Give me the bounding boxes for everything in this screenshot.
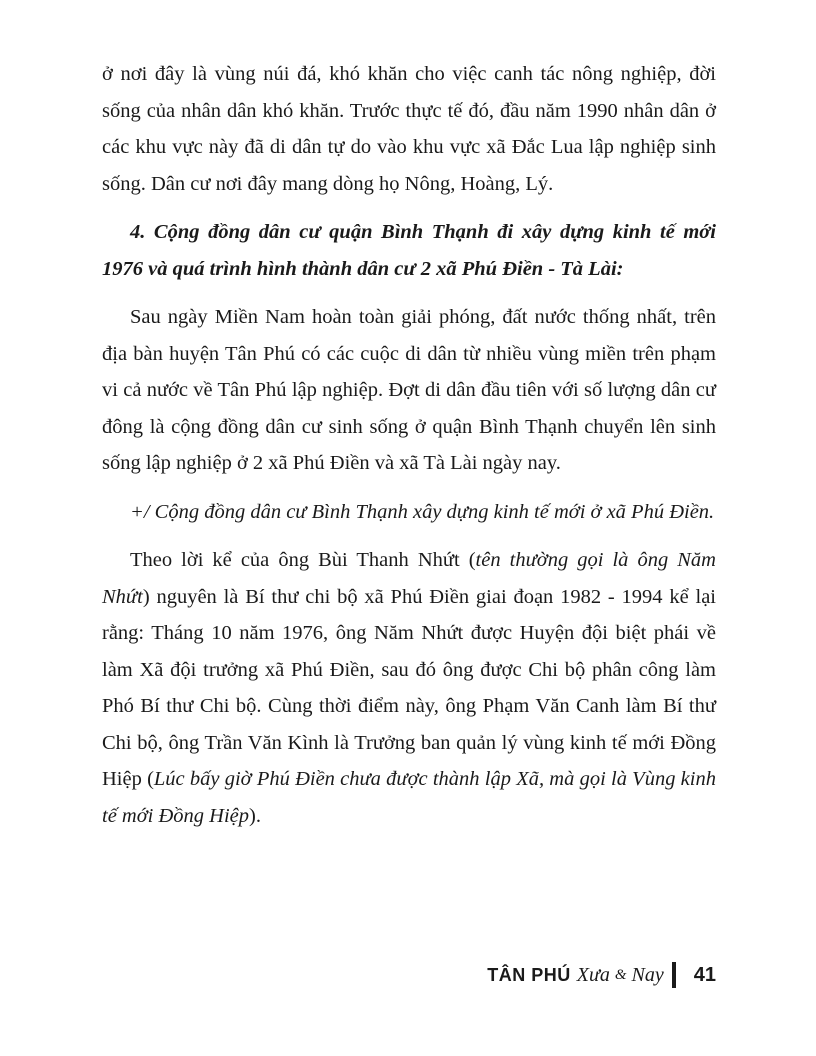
paragraph-continuation: ở nơi đây là vùng núi đá, khó khăn cho việc canh tác nông nghiệp, đời sống của nhân dân khó khăn. Trước thực tế đó, đầu năm 1990 nhân dân ở các khu vực này đã di dân tự do vào khu vực xã Đắc Lua lập nghiệp sinh sống. Dân cư nơi đây mang dòng họ Nông, Hoàng, Lý.	[102, 63, 716, 195]
testimony-text-b: ) nguyên là Bí thư chi bộ xã Phú Điền giai đoạn 1982 - 1994 kể lại rằng: Tháng 10 năm 1976, ông Năm Nhứt được Huyện đội biệt phái về làm Xã đội trưởng xã Phú Điền, sau đó ông được Chi bộ phân công làm Phó Bí thư Chi bộ. Cùng thời điểm này, ông Phạm Văn Canh làm Bí thư Chi bộ, ông Trần Văn Kình là Trưởng ban quản lý vùng kinh tế mới Đồng Hiệp (	[102, 585, 716, 790]
page-footer	[487, 962, 716, 988]
book-subtitle-2: Nay	[631, 963, 664, 986]
footer-divider	[672, 962, 676, 988]
page-body	[102, 56, 716, 834]
testimony-italic-a: tên thường gọi là ông Năm Nhứt	[102, 549, 716, 608]
book-subtitle-1: Xưa	[576, 963, 610, 986]
book-title: TÂN PHÚ	[487, 964, 571, 985]
section-heading-4: 4. Cộng đồng dân cư quận Bình Thạnh đi xây dựng kinh tế mới 1976 và quá trình hình thành dân cư 2 xã Phú Điền - Tà Lài:	[102, 221, 716, 280]
subsection-heading: +/ Cộng đồng dân cư Bình Thạnh xây dựng kinh tế mới ở xã Phú Điền.	[130, 500, 715, 523]
testimony-text-a: Theo lời kể của ông Bùi Thanh Nhứt (	[130, 549, 476, 571]
page-number: 41	[693, 963, 716, 986]
paragraph-migration: Sau ngày Miền Nam hoàn toàn giải phóng, đất nước thống nhất, trên địa bàn huyện Tân Phú có các cuộc di dân từ nhiều vùng miền trên phạm vi cả nước về Tân Phú lập nghiệp. Đợt di dân đầu tiên với số lượng dân cư đông là cộng đồng dân cư sinh sống ở quận Bình Thạnh chuyển lên sinh sống lập nghiệp ở 2 xã Phú Điền và xã Tà Lài ngày nay.	[102, 306, 716, 474]
paragraph-testimony	[102, 542, 716, 834]
testimony-italic-b: Lúc bấy giờ Phú Điền chưa được thành lập Xã, mà gọi là Vùng kinh tế mới Đồng Hiệp	[102, 768, 716, 827]
testimony-text-c: ).	[249, 804, 261, 827]
book-subtitle-amp: &	[614, 966, 627, 983]
